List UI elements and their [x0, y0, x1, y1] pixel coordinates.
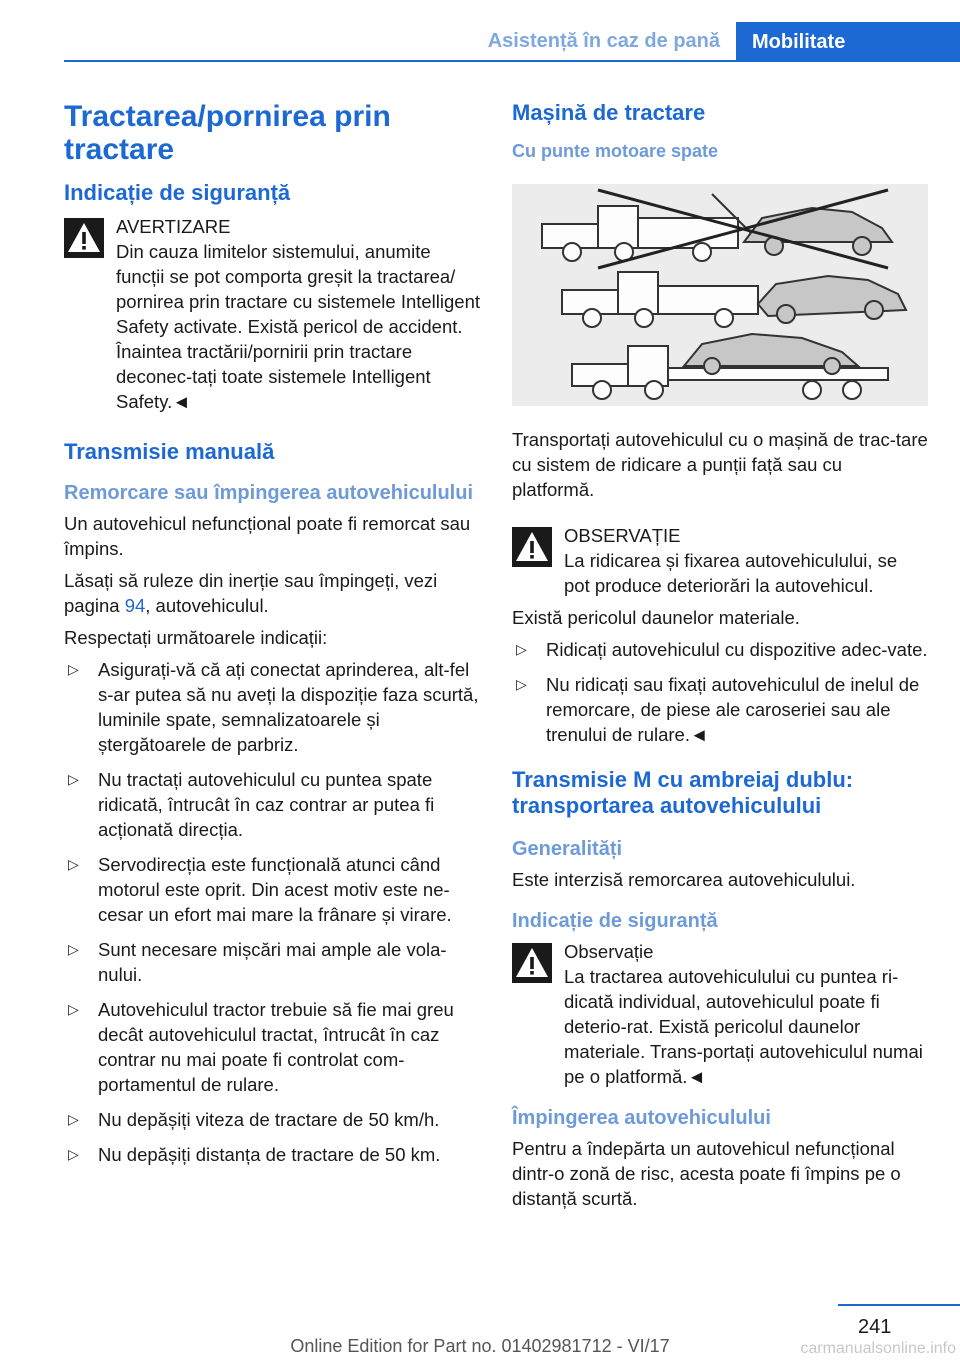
warning-block	[64, 214, 480, 414]
warning-text	[64, 239, 480, 414]
warning-icon	[64, 218, 104, 258]
list-item-text: Nu ridicați sau fixați autovehiculul de inelul de remorcare, de piese ale caroseriei sau ale trenului de rulare.◄	[546, 674, 920, 745]
header-tab: Mobilitate	[736, 22, 960, 62]
paragraph: Pentru a îndepărta un autovehicul nefuncțional dintr-o zonă de risc, acesta poate fi împins pe o distanță scurtă.	[512, 1138, 901, 1209]
list-item	[64, 852, 480, 927]
bullet-icon: ▷	[68, 1146, 79, 1162]
warning-icon	[512, 527, 552, 567]
paragraph: Un autovehicul nefuncțional poate fi remorcat sau împins.	[64, 513, 471, 559]
mdct-heading: Transmisie M cu ambreiaj dublu: transportarea autovehiculului	[512, 767, 854, 818]
list-item-text: Nu depășiți viteza de tractare de 50 km/h.	[98, 1109, 440, 1130]
list-item	[64, 1107, 480, 1132]
tow-truck-heading: Mașină de tractare	[512, 100, 706, 125]
list-item	[64, 657, 480, 757]
list-item	[64, 997, 480, 1097]
right-column	[512, 100, 928, 1218]
bullet-icon: ▷	[68, 941, 79, 957]
warning-label: AVERTIZARE	[116, 216, 231, 237]
page-title: Tractarea/pornirea prin tractare	[64, 100, 391, 166]
bullet-icon: ▷	[516, 641, 527, 657]
bullet-icon: ▷	[68, 771, 79, 787]
bullet-icon: ▷	[68, 1111, 79, 1127]
paragraph: Există pericolul daunelor materiale.	[512, 607, 800, 628]
text-run: , autovehiculul.	[145, 595, 269, 616]
list-item-text: Ridicați autovehiculul cu dispozitive adec-vate.	[546, 639, 928, 660]
general-heading: Generalități	[512, 838, 623, 860]
rear-axle-heading: Cu punte motoare spate	[512, 141, 719, 161]
list-item-text: Nu tractați autovehiculul cu puntea spate ridicată, întrucât în caz contrar ar putea fi acționată direcția.	[98, 769, 435, 840]
page-number: 241	[858, 1316, 892, 1338]
tow-truck-illustration	[512, 184, 928, 406]
page-link[interactable]: 94	[124, 595, 146, 616]
page-header	[0, 0, 960, 62]
bullet-list	[512, 637, 928, 747]
manual-transmission-heading: Transmisie manuală	[64, 439, 275, 464]
safety-heading: Indicație de siguranță	[64, 180, 291, 205]
notice-block	[512, 939, 928, 1089]
bullet-icon: ▷	[68, 661, 79, 677]
footer-edition: Online Edition for Part no. 01402981712 - VI/17	[290, 1336, 670, 1356]
safety-heading-right: Indicație de siguranță	[512, 910, 718, 932]
notice-label: Observație	[564, 941, 654, 962]
list-item	[512, 672, 928, 747]
list-item	[512, 637, 928, 662]
list-item-text: Asigurați-vă că ați conectat aprinderea, alt-fel s-ar putea să nu aveți la dispoziție faza scurtă, luminile spate, semnalizatoarele și ștergătoarele de parbriz.	[98, 659, 479, 755]
list-item-text: Servodirecția este funcțională atunci când motorul este oprit. Din acest motiv este ne-cesar un efort mai mare la frânare și virare.	[98, 854, 452, 925]
left-column	[64, 100, 480, 1177]
warning-text-content: Din cauza limitelor sistemului, anumite funcții se pot comporta greșit la tractarea/ pornirea prin tractare cu sistemele Intelligent Safety activate. Există pericol de accident. Înaintea tractării/pornirii prin tractare deconec-tați toate sistemele Intelligent Safety.◄	[116, 241, 481, 412]
tow-push-heading: Remorcare sau împingerea autovehiculului	[64, 482, 474, 504]
notice-text: La tractarea autovehiculului cu puntea ri-dicată individual, autovehiculul poate fi deterio-rat. Există pericolul daunelor materiale. Trans-portați autovehiculul numai pe o platformă.◄	[564, 966, 923, 1087]
page-number-rule	[838, 1304, 960, 1306]
list-item	[64, 767, 480, 842]
paragraph-with-link	[64, 568, 480, 618]
bullet-icon: ▷	[68, 1001, 79, 1017]
text-run: Lăsați să ruleze din inerție sau împingeți, vezi pagina	[64, 570, 438, 616]
notice-block	[512, 523, 928, 598]
bullet-icon: ▷	[516, 676, 527, 692]
paragraph: Respectați următoarele indicații:	[64, 627, 328, 648]
list-item-text: Nu depășiți distanța de tractare de 50 km.	[98, 1144, 441, 1165]
notice-label: OBSERVAȚIE	[564, 525, 681, 546]
notice-text: La ridicarea și fixarea autovehiculului, se pot produce deteriorări la autovehicul.	[564, 550, 898, 596]
header-section-title: Asistență în caz de pană	[487, 30, 720, 52]
bullet-list	[64, 657, 480, 1167]
list-item-text: Sunt necesare mișcări mai ample ale vola-nului.	[98, 939, 447, 985]
list-item-text: Autovehiculul tractor trebuie să fie mai greu decât autovehiculul tractat, întrucât în caz contrar nu mai poate fi controlat com-portamentul de rulare.	[98, 999, 454, 1095]
bullet-icon: ▷	[68, 856, 79, 872]
list-item	[64, 1142, 480, 1167]
warning-icon	[512, 943, 552, 983]
list-item	[64, 937, 480, 987]
push-heading: Împingerea autovehiculului	[512, 1107, 771, 1129]
watermark: carmanualsonline.info	[800, 1340, 956, 1357]
paragraph: Este interzisă remorcarea autovehiculului.	[512, 869, 856, 890]
header-rule	[64, 60, 960, 62]
figure-caption: Transportați autovehiculul cu o mașină de trac-tare cu sistem de ridicare a punții față sau cu platformă.	[512, 429, 928, 500]
